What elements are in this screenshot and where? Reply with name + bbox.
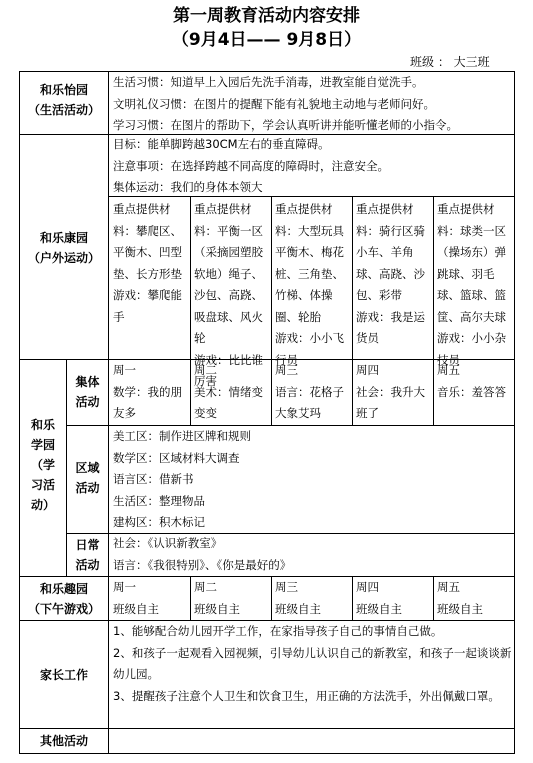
day-label: 周三: [275, 363, 298, 377]
health-area: [437, 199, 511, 371]
zone-line: 建构区：积木标记: [113, 515, 205, 529]
play-header-subtitle: （下午游戏）: [27, 602, 100, 616]
area-materials: 重点提供材料：大型玩具平衡木、梅花桩、三角垫、竹梯、体操圈、轮胎: [275, 202, 344, 324]
zone-line: 语言区：借新书: [113, 472, 194, 486]
col-divider: [433, 196, 434, 425]
col-divider: [271, 196, 272, 425]
day-content: 班级自主: [194, 601, 240, 616]
study-header: [20, 415, 66, 515]
group-activity-label: [67, 372, 108, 412]
area-game: 游戏：小小飞行员: [275, 331, 344, 367]
col-divider: [271, 576, 272, 620]
page-title: 第一周教育活动内容安排: [173, 6, 360, 26]
daily-line: 社会：《认识新教室》: [113, 536, 223, 550]
day-label: 周二: [194, 363, 217, 377]
zone-line: 美工区：制作进区牌和规则: [113, 429, 251, 443]
play-day: [194, 577, 268, 620]
day-label: 周三: [275, 580, 298, 594]
play-header-title: 和乐趣园: [39, 582, 88, 596]
day-content: 班级自主: [275, 601, 321, 616]
life-header: [20, 80, 108, 120]
study-header-line: 学园: [30, 438, 55, 452]
day-content: 美术：情绪变变变: [194, 384, 263, 420]
play-day: [437, 577, 511, 620]
group-day: [113, 360, 187, 425]
group-day: [275, 360, 349, 425]
day-label: 周一: [113, 580, 136, 594]
play-header: [20, 579, 108, 619]
col-divider: [190, 576, 191, 620]
parents-line: 1、能够配合幼儿园开学工作，在家指导孩子自己的事情自己做。: [113, 624, 443, 638]
col-divider: [433, 576, 434, 620]
daily-label-line: 活动: [75, 558, 100, 572]
life-line: 文明礼仪习惯：在图片的提醒下能有礼貌地主动地与老师问好。: [113, 96, 435, 111]
area-game: 游戏：我是运货员: [356, 309, 425, 345]
day-content: 数学：我的朋友多: [113, 384, 182, 420]
parents-header: 家长工作: [39, 668, 88, 682]
area-materials: 重点提供材料：骑行区骑小车、羊角球、高跷、沙包、彩带: [356, 202, 425, 302]
play-day: [275, 577, 349, 620]
health-area: [275, 199, 349, 371]
day-content: 语言：花格子大象艾玛: [275, 384, 344, 420]
daily-line: 语言：《我很特别》、《你是最好的》: [113, 557, 292, 572]
health-line: 集体运动：我们的身体本领大: [113, 180, 263, 194]
col-divider: [352, 196, 353, 425]
zone-line: 生活区：整理物品: [113, 493, 205, 508]
col-divider: [108, 71, 109, 754]
health-area: [113, 199, 186, 328]
area-game: 游戏：小小杂技员: [437, 331, 506, 367]
study-header-line: 习活: [30, 478, 55, 492]
col-divider: [352, 576, 353, 620]
day-label: 周四: [356, 580, 379, 594]
play-day: [113, 577, 187, 620]
day-content: 班级自主: [437, 601, 483, 616]
study-header-line: （学: [30, 458, 55, 472]
life-line: 学习习惯：在图片的帮助下，学会认真听讲并能听懂老师的小指令。: [113, 118, 458, 132]
daily-label-line: 日常: [75, 538, 100, 552]
parents-content: [113, 621, 513, 707]
table-border-left: [19, 71, 20, 754]
parents-line: 3、提醒孩子注意个人卫生和饮食卫生，用正确的方法洗手，外出佩戴口罩。: [113, 688, 500, 703]
day-content: 社会：我升大班了: [356, 384, 425, 420]
health-line: 注意事项：在选择跨越不同高度的障碍时，注意安全。: [113, 158, 389, 173]
other-header: 其他活动: [39, 734, 88, 748]
life-content: [113, 72, 513, 137]
zone-line: 数学区：区域材料大调查: [113, 450, 240, 465]
daily-content: [113, 533, 513, 576]
health-header: [20, 228, 108, 268]
life-header-subtitle: （生活活动）: [27, 103, 100, 117]
health-content: [113, 134, 513, 199]
class-label: 班级 ： 大三班: [410, 55, 490, 69]
day-content: 班级自主: [113, 601, 159, 616]
group-day: [194, 360, 268, 425]
health-header-subtitle: （户外运动）: [27, 251, 100, 265]
group-day: [437, 360, 511, 403]
study-header-line: 和乐: [30, 418, 55, 432]
day-label: 周四: [356, 363, 379, 377]
page-subtitle: （9月4日—— 9月8日）: [171, 30, 362, 50]
health-line: 目标：能单脚跨越30CM左右的垂直障碍。: [113, 137, 330, 151]
table-border-bottom: [19, 753, 515, 754]
zone-content: [113, 426, 513, 534]
day-label: 周五: [437, 580, 460, 594]
parents-line: 2、和孩子一起观看入园视频，引导幼儿认识自己的新教室，和孩子一起谈谈新幼儿园。: [113, 645, 512, 681]
zone-label-line: 活动: [75, 481, 100, 495]
day-label: 周一: [113, 363, 136, 377]
group-day: [356, 360, 430, 425]
day-label: 周二: [194, 580, 217, 594]
area-game: 游戏：攀爬能手: [113, 288, 182, 324]
group-label-line: 集体: [75, 375, 100, 389]
col-divider: [190, 196, 191, 425]
area-materials: 重点提供材料：平衡一区（采摘园塑胶软地）绳子、沙包、高跷、吸盘球、风火轮: [194, 202, 263, 345]
day-content: 音乐：羞答答: [437, 384, 506, 399]
area-materials: 重点提供材料：攀爬区、平衡木、凹型垫、长方形垫: [113, 202, 182, 281]
zone-label-line: 区域: [75, 461, 100, 475]
day-label: 周五: [437, 363, 460, 377]
area-materials: 重点提供材料：球类一区（操场东）弹跳球、羽毛球、篮球、篮筐、高尔夫球: [437, 202, 506, 324]
health-header-title: 和乐康园: [39, 231, 88, 245]
area-game: 游戏：比比谁厉害: [194, 352, 263, 388]
row-divider: [19, 728, 515, 729]
life-line: 生活习惯：知道早上入园后先洗手消毒，进教室能自觉洗手。: [113, 75, 424, 89]
daily-activity-label: [67, 535, 108, 575]
zone-activity-label: [67, 458, 108, 498]
group-label-line: 活动: [75, 395, 100, 409]
table-border-right: [514, 71, 515, 754]
health-area: [356, 199, 430, 350]
day-content: 班级自主: [356, 601, 402, 616]
life-header-title: 和乐怡园: [39, 83, 88, 97]
play-day: [356, 577, 430, 620]
study-header-line: 动）: [30, 498, 55, 512]
